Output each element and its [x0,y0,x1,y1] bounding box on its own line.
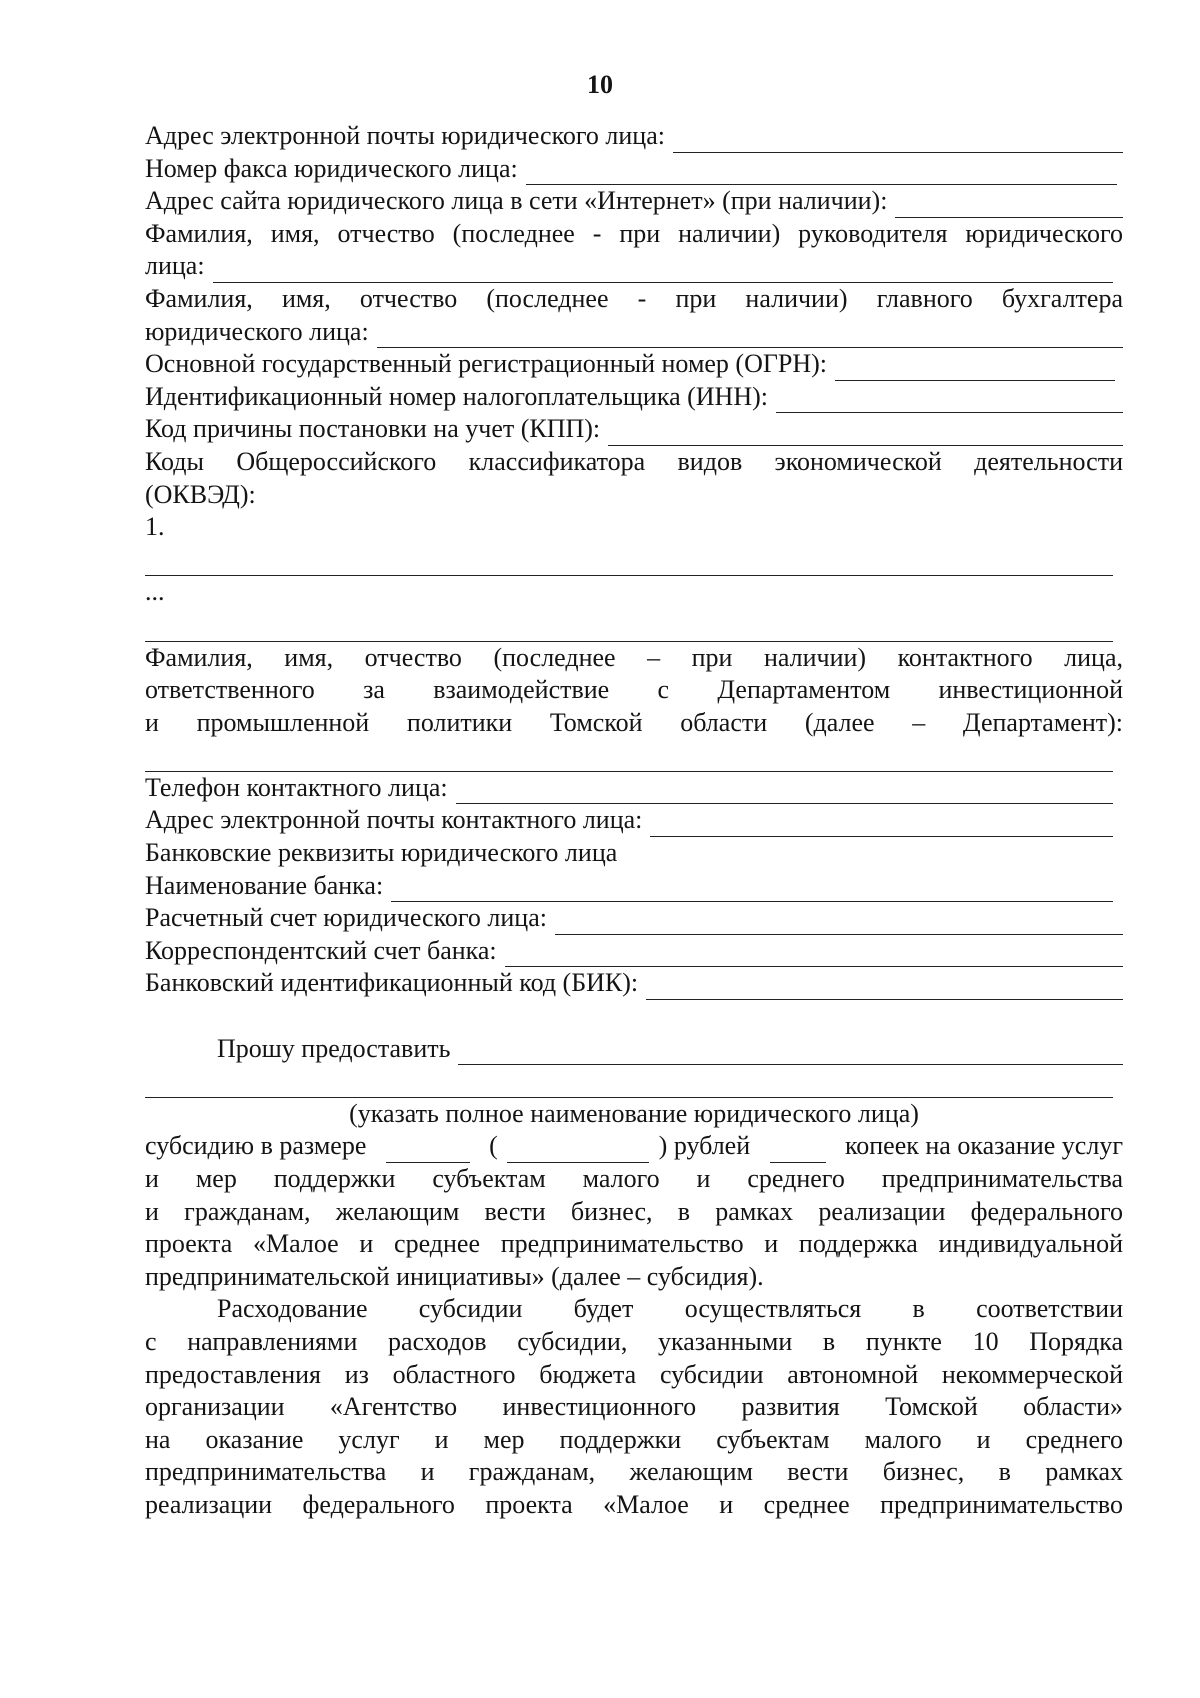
okved-item-1: 1. [145,512,165,542]
email-blank[interactable] [673,129,1123,153]
amount-paren-open: ( [489,1131,498,1161]
amount-suffix: копеек на оказание услуг [844,1131,1123,1161]
corr-account-label: Корреспондентский счет банка: [145,935,497,965]
request-text-line4: проекта «Малое и среднее предпринимательство и поддержка индивидуальной [145,1229,1123,1259]
contact-email-field[interactable] [145,804,1123,837]
director-label-line2: лица: [145,251,205,281]
website-label: Адрес сайта юридического лица в сети «Интернет» (при наличии): [145,186,888,216]
contact-email-label: Адрес электронной почты контактного лица: [145,805,643,835]
amount-words-blank[interactable] [507,1140,649,1163]
account-label: Расчетный счет юридического лица: [145,903,547,933]
okved-label-line2: (ОКВЭД): [145,479,256,509]
accountant-label-line2: юридического лица: [145,316,369,346]
director-blank[interactable] [213,259,1113,283]
bank-name-field[interactable] [145,870,1123,903]
spacer [145,1000,1123,1033]
bik-label: Банковский идентификационный код (БИК): [145,968,639,998]
contact-label-line1: Фамилия, имя, отчество (последнее – при наличии) контактного лица, [145,642,1123,672]
bank-name-label: Наименование банка: [145,870,384,900]
kpp-blank[interactable] [608,422,1123,446]
accountant-label-line1: Фамилия, имя, отчество (последнее - при наличии) главного бухгалтера [145,283,1123,313]
amount-rubles-blank[interactable] [386,1140,470,1163]
corr-account-blank[interactable] [505,943,1123,967]
contact-email-blank[interactable] [650,813,1113,837]
spending-line2: с направлениями расходов субсидии, указанными в пункте 10 Порядка [145,1326,1123,1356]
bik-blank[interactable] [646,976,1123,1000]
inn-field[interactable] [145,381,1123,414]
request-text-line3: и гражданам, желающим вести бизнес, в рамках реализации федерального [145,1196,1123,1226]
account-blank[interactable] [555,911,1123,935]
request-text-line5: предпринимательской инициативы» (далее – субсидия). [145,1261,764,1291]
contact-phone-blank[interactable] [456,780,1113,804]
bik-field[interactable] [145,967,1123,1000]
corr-account-field[interactable] [145,935,1123,968]
amount-prefix: субсидию в размере [145,1131,367,1161]
contact-name-blank[interactable] [145,739,1113,772]
request-blank[interactable] [458,1041,1123,1065]
request-field[interactable] [145,1033,1123,1066]
contact-phone-label: Телефон контактного лица: [145,772,448,802]
request-blank-line2[interactable] [145,1065,1113,1098]
account-field[interactable] [145,902,1123,935]
inn-label: Идентификационный номер налогоплательщика (ИНН): [145,381,768,411]
okved-label-line1: Коды Общероссийского классификатора видов экономической деятельности [145,446,1123,476]
amount-line [145,1130,1123,1163]
director-field[interactable] [145,250,1123,283]
contact-phone-field[interactable] [145,772,1123,805]
request-text-line2: и мер поддержки субъектам малого и среднего предпринимательства [145,1164,1123,1193]
ogrn-blank[interactable] [835,357,1115,381]
contact-label-line3: и промышленной политики Томской области (далее – Департамент): [145,707,1123,737]
fax-blank[interactable] [526,161,1117,185]
spending-line6: предпринимательства и гражданам, желающим вести бизнес, в рамках [145,1457,1123,1487]
okved-blank-2[interactable] [145,609,1113,642]
ogrn-field[interactable] [145,348,1123,381]
bank-name-blank[interactable] [391,878,1113,902]
website-blank[interactable] [895,194,1123,218]
email-label: Адрес электронной почты юридического лица: [145,121,665,150]
spending-line1: Расходование субсидии будет осуществляться в соответствии [217,1294,1123,1324]
email-field[interactable] [145,120,1123,153]
spending-line5: на оказание услуг и мер поддержки субъектам малого и среднего [145,1424,1123,1454]
kpp-label: Код причины постановки на учет (КПП): [145,414,601,444]
contact-label-line2: ответственного за взаимодействие с Департаментом инвестиционной [145,675,1123,705]
fax-field[interactable] [145,153,1123,186]
spending-line3: предоставления из областного бюджета субсидии автономной некоммерческой [145,1359,1123,1389]
fax-label: Номер факса юридического лица: [145,153,518,183]
inn-blank[interactable] [776,389,1123,413]
page-number: 10 [587,70,613,99]
spending-line4: организации «Агентство инвестиционного развития Томской области» [145,1392,1123,1422]
request-label: Прошу предоставить [217,1033,451,1063]
okved-ellipsis: ... [145,577,165,607]
accountant-blank[interactable] [377,324,1123,348]
kpp-field[interactable] [145,413,1123,446]
director-label-line1: Фамилия, имя, отчество (последнее - при наличии) руководителя юридического [145,218,1123,248]
okved-blank-1[interactable] [145,544,1113,577]
application-form-body [145,120,1123,1522]
amount-paren-close: ) рублей [658,1131,751,1161]
website-field[interactable] [145,185,1123,218]
bank-heading: Банковские реквизиты юридического лица [145,838,618,868]
ogrn-label: Основной государственный регистрационный номер (ОГРН): [145,349,828,379]
amount-kopecks-blank[interactable] [770,1140,826,1163]
spending-line7: реализации федерального проекта «Малое и среднее предпринимательство [145,1489,1123,1519]
request-hint: (указать полное наименование юридического лица) [349,1098,919,1128]
accountant-field[interactable] [145,316,1123,349]
